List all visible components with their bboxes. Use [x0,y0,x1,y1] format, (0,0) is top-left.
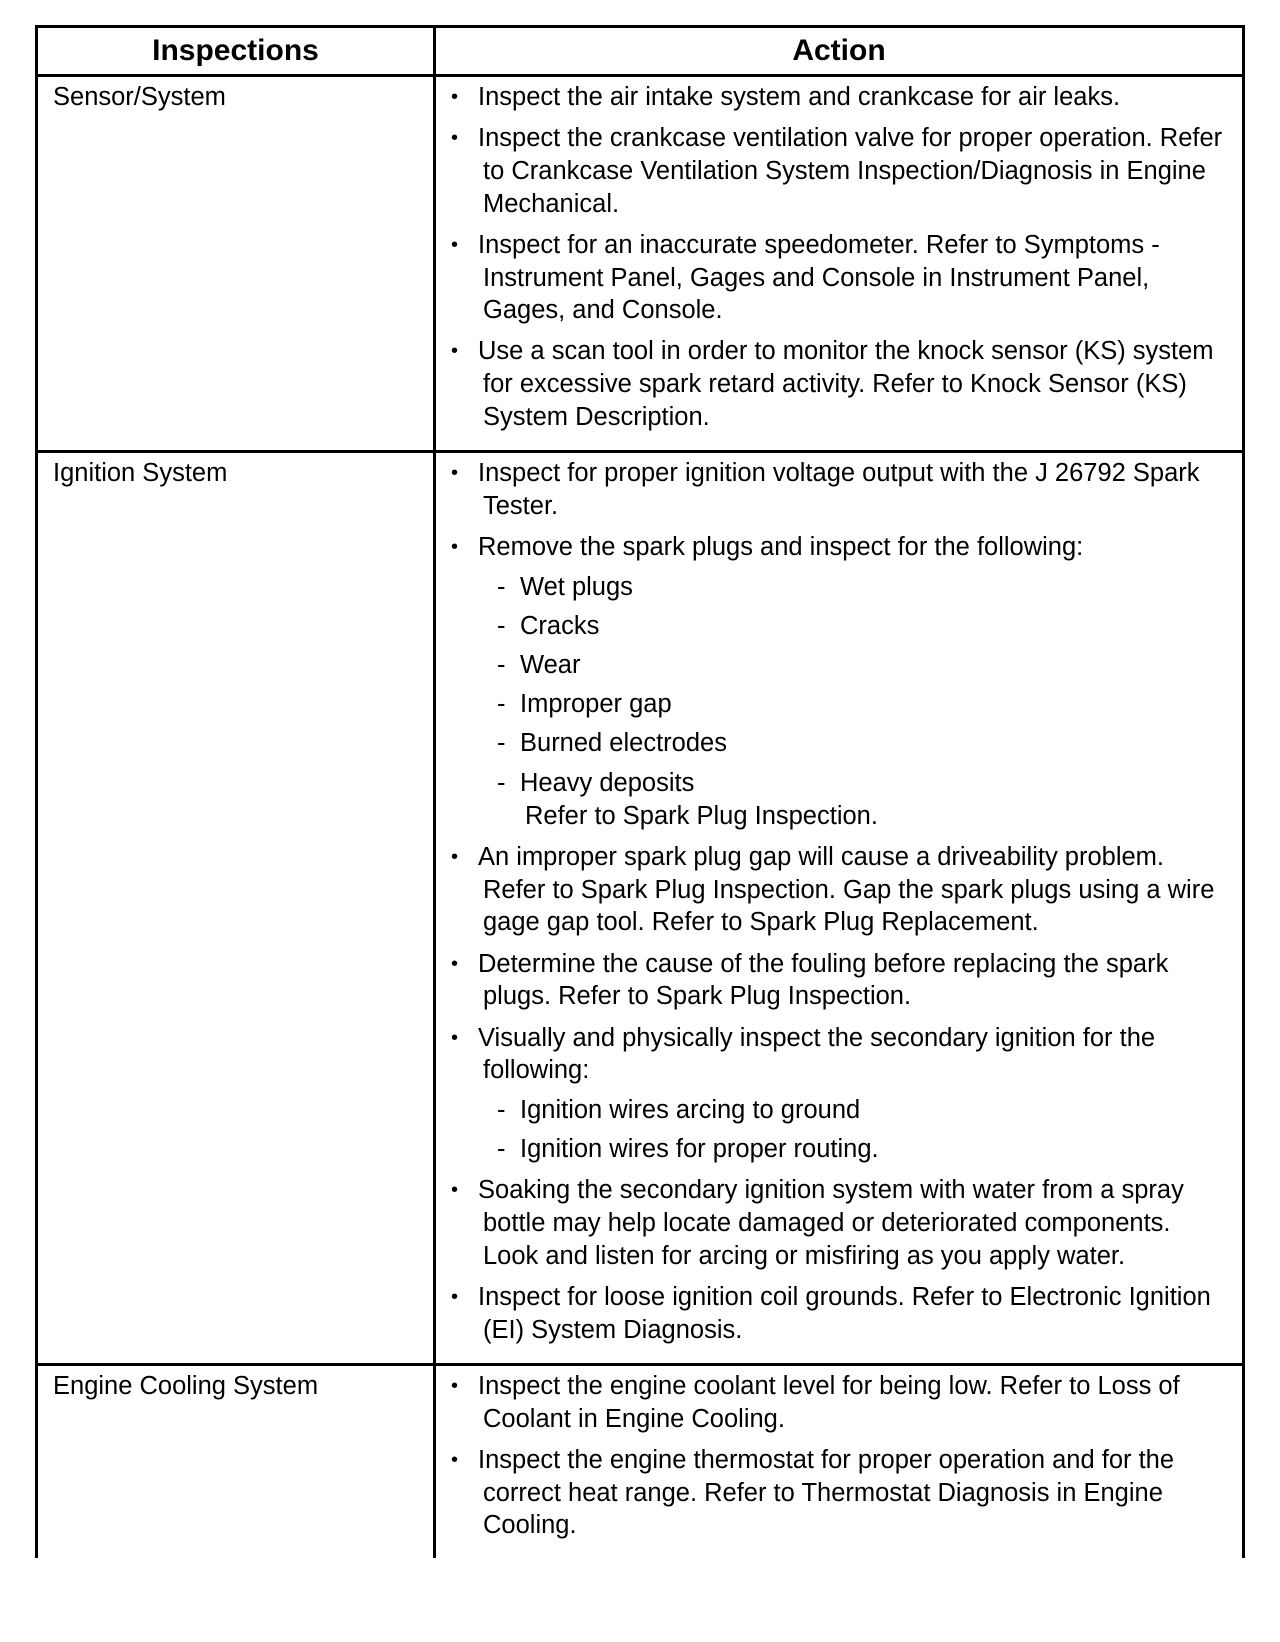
action-cell [435,76,1244,452]
action-list [436,457,1242,1346]
action-text: • Inspect the engine coolant level for being low. Refer to Loss of Coolant in Engine Cooling. [478,1371,1180,1433]
action-item [436,229,1242,327]
action-text: • Remove the spark plugs and inspect for the following: [478,532,1084,561]
sub-item: - Ignition wires for proper routing. [483,1133,1232,1166]
action-text: • An improper spark plug gap will cause a driveability problem. Refer to Spark Plug Inspection. Gap the spark plugs using a wire gage gap tool. Refer to Spark Plug Replacement. [478,843,1215,937]
inspection-cell: Sensor/System [37,76,435,452]
action-item [436,841,1242,939]
table-row [37,76,1244,452]
table-row [37,1364,1244,1558]
action-text: • Inspect for loose ignition coil grounds. Refer to Electronic Ignition (EI) System Diagnosis. [478,1283,1211,1344]
action-text: • Determine the cause of the fouling before replacing the spark plugs. Refer to Spark Plug Inspection. [478,949,1169,1011]
sub-item: - Improper gap [483,688,1232,721]
action-text: • Inspect for proper ignition voltage output with the J 26792 Spark Tester. [478,459,1200,520]
action-item [436,948,1242,1013]
sub-item: - Wear [483,649,1232,682]
action-item [436,122,1242,220]
inspection-cell: Engine Cooling System [37,1364,435,1558]
action-text: • Inspect the crankcase ventilation valve for proper operation. Refer to Crankcase Ventilation System Inspection/Diagnosis in Engine Mechanical. [478,124,1223,218]
action-item [436,1281,1242,1346]
action-item [436,81,1242,114]
action-text: • Soaking the secondary ignition system with water from a spray bottle may help locate damaged or deteriorated components. Look and listen for arcing or misfiring as you apply water. [478,1176,1184,1270]
action-item [436,1022,1242,1166]
sub-item: - Heavy deposits [483,767,1232,800]
sub-item: - Burned electrodes [483,727,1232,760]
action-item [436,1174,1242,1272]
action-text: • Inspect the air intake system and crankcase for air leaks. [478,83,1121,111]
action-item [436,531,1242,833]
action-text: • Inspect for an inaccurate speedometer. Refer to Symptoms - Instrument Panel, Gages and Console in Instrument Panel, Gages, and Console. [478,230,1160,325]
action-cell [435,452,1244,1365]
action-item [436,457,1242,522]
reference-note: Refer to Spark Plug Inspection. [525,801,878,830]
action-text: • Visually and physically inspect the secondary ignition for the following: [478,1023,1156,1085]
header-action: Action [435,27,1244,76]
table-row [37,452,1244,1365]
action-list [436,81,1242,434]
action-item [436,335,1242,433]
inspection-table [35,25,1245,1558]
header-row [37,27,1244,76]
action-item [436,1444,1242,1542]
sub-item: - Cracks [483,610,1232,643]
action-item [436,1370,1242,1435]
action-list [436,1370,1242,1542]
inspection-cell: Ignition System [37,452,435,1365]
action-text: • Use a scan tool in order to monitor the knock sensor (KS) system for excessive spark retard activity. Refer to Knock Sensor (KS) System Description. [478,337,1214,431]
sub-list [483,1094,1232,1166]
header-inspections: Inspections [37,27,435,76]
action-cell [435,1364,1244,1558]
sub-item: - Ignition wires arcing to ground [483,1094,1232,1127]
action-text: • Inspect the engine thermostat for proper operation and for the correct heat range. Refer to Thermostat Diagnosis in Engine Cooling. [478,1445,1175,1540]
sub-item: - Wet plugs [483,571,1232,604]
sub-list [483,571,1232,800]
